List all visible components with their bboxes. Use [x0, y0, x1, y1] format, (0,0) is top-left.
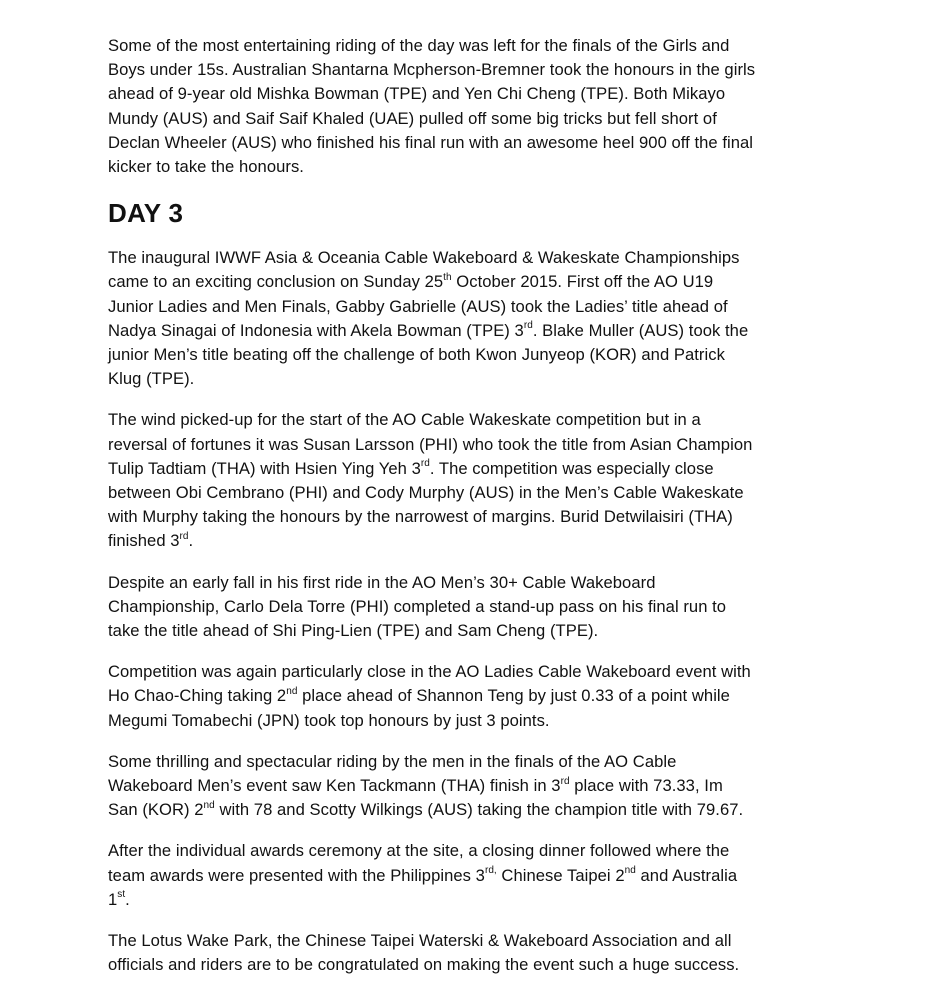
- text-line: Competition was again particularly close in the AO Ladies Cable Wakeboard event with: [108, 662, 751, 682]
- text-line: Wakeboard Men’s event saw Ken Tackmann (THA) finish in 3: [108, 776, 561, 796]
- text-line: place with 73.33, Im: [569, 776, 723, 796]
- text-line: and Australia: [635, 865, 738, 885]
- paragraph-team-awards: [108, 839, 828, 912]
- paragraph-junior-finals: [108, 246, 828, 391]
- ordinal-suffix: rd: [179, 530, 189, 542]
- paragraph-closing: [108, 929, 828, 977]
- paragraph-wakeskate: [108, 408, 828, 553]
- text-line: Ho Chao-Ching taking 2: [108, 686, 287, 706]
- text-line: kicker to take the honours.: [108, 157, 304, 177]
- text-line: with Murphy taking the honours by the narrowest of margins. Burid Detwilaisiri (THA): [108, 507, 733, 527]
- text-line: officials and riders are to be congratulated on making the event such a huge success.: [108, 955, 740, 975]
- document-page: [108, 34, 828, 995]
- intro-paragraph: [108, 34, 828, 179]
- text-line: The inaugural IWWF Asia & Oceania Cable Wakeboard & Wakeskate Championships: [108, 248, 740, 268]
- text-line: with 78 and Scotty Wilkings (AUS) taking the champion title with 79.67.: [214, 800, 744, 820]
- text-line: came to an exciting conclusion on Sunday 25: [108, 272, 444, 292]
- text-line: Nadya Sinagai of Indonesia with Akela Bowman (TPE) 3: [108, 320, 524, 340]
- text-line: Some of the most entertaining riding of the day was left for the finals of the Girls and: [108, 36, 730, 55]
- ordinal-suffix: rd: [523, 320, 533, 332]
- ordinal-suffix: rd,: [484, 865, 497, 877]
- text-line: Boys under 15s. Australian Shantarna Mcpherson-Bremner took the honours in the girls: [108, 60, 756, 80]
- paragraph-mens-wakeboard: [108, 750, 828, 823]
- text-line: Championship, Carlo Dela Torre (PHI) completed a stand-up pass on his final run to: [108, 596, 727, 616]
- text-line: Some thrilling and spectacular riding by the men in the finals of the AO Cable: [108, 751, 677, 771]
- text-line: After the individual awards ceremony at the site, a closing dinner followed where the: [108, 841, 730, 861]
- text-line: .: [188, 531, 194, 551]
- paragraph-ladies-wakeboard: [108, 660, 828, 733]
- paragraph-mens-30-plus: [108, 571, 828, 644]
- text-line: finished 3: [108, 531, 180, 551]
- text-line: .: [125, 889, 130, 909]
- ordinal-suffix: st: [117, 889, 126, 901]
- text-line: Mundy (AUS) and Saif Saif Khaled (UAE) pulled off some big tricks but fell short of: [108, 108, 717, 128]
- text-line: Junior Ladies and Men Finals, Gabby Gabrielle (AUS) took the Ladies’ title ahead of: [108, 296, 728, 316]
- text-line: Tulip Tadtiam (THA) with Hsien Ying Yeh 3: [108, 458, 421, 478]
- text-line: junior Men’s title beating off the challenge of both Kwon Junyeop (KOR) and Patrick: [108, 345, 725, 365]
- text-line: 1: [108, 889, 118, 909]
- text-line: The wind picked-up for the start of the AO Cable Wakeskate competition but in a: [108, 410, 701, 430]
- text-line: Despite an early fall in his first ride in the AO Men’s 30+ Cable Wakeboard: [108, 572, 656, 592]
- ordinal-suffix: th: [443, 271, 452, 283]
- ordinal-suffix: rd: [560, 775, 570, 787]
- text-line: Klug (TPE).: [108, 369, 195, 389]
- text-line: . Blake Muller (AUS) took the: [532, 320, 749, 340]
- text-line: October 2015. First off the AO U19: [451, 272, 714, 292]
- text-line: . The competition was especially close: [429, 458, 714, 478]
- ordinal-suffix: nd: [203, 799, 215, 811]
- text-line: place ahead of Shannon Teng by just 0.33 of a point while: [297, 686, 730, 706]
- text-line: reversal of fortunes it was Susan Larsson (PHI) who took the title from Asian Champion: [108, 434, 753, 454]
- text-line: ahead of 9-year old Mishka Bowman (TPE) and Yen Chi Cheng (TPE). Both Mikayo: [108, 84, 726, 104]
- ordinal-suffix: nd: [286, 685, 298, 697]
- text-line: The Lotus Wake Park, the Chinese Taipei Waterski & Wakeboard Association and all: [108, 931, 732, 951]
- text-line: team awards were presented with the Philippines 3: [108, 865, 485, 885]
- text-line: Declan Wheeler (AUS) who finished his final run with an awesome heel 900 off the final: [108, 132, 754, 152]
- ordinal-suffix: rd: [420, 458, 430, 470]
- text-line: between Obi Cembrano (PHI) and Cody Murphy (AUS) in the Men’s Cable Wakeskate: [108, 483, 744, 503]
- text-line: Megumi Tomabechi (JPN) took top honours by just 3 points.: [108, 710, 550, 730]
- section-heading: DAY 3: [108, 198, 184, 229]
- text-line: Chinese Taipei 2: [496, 865, 625, 885]
- text-line: take the title ahead of Shi Ping-Lien (TPE) and Sam Cheng (TPE).: [108, 621, 599, 641]
- text-line: San (KOR) 2: [108, 800, 204, 820]
- ordinal-suffix: nd: [624, 865, 636, 877]
